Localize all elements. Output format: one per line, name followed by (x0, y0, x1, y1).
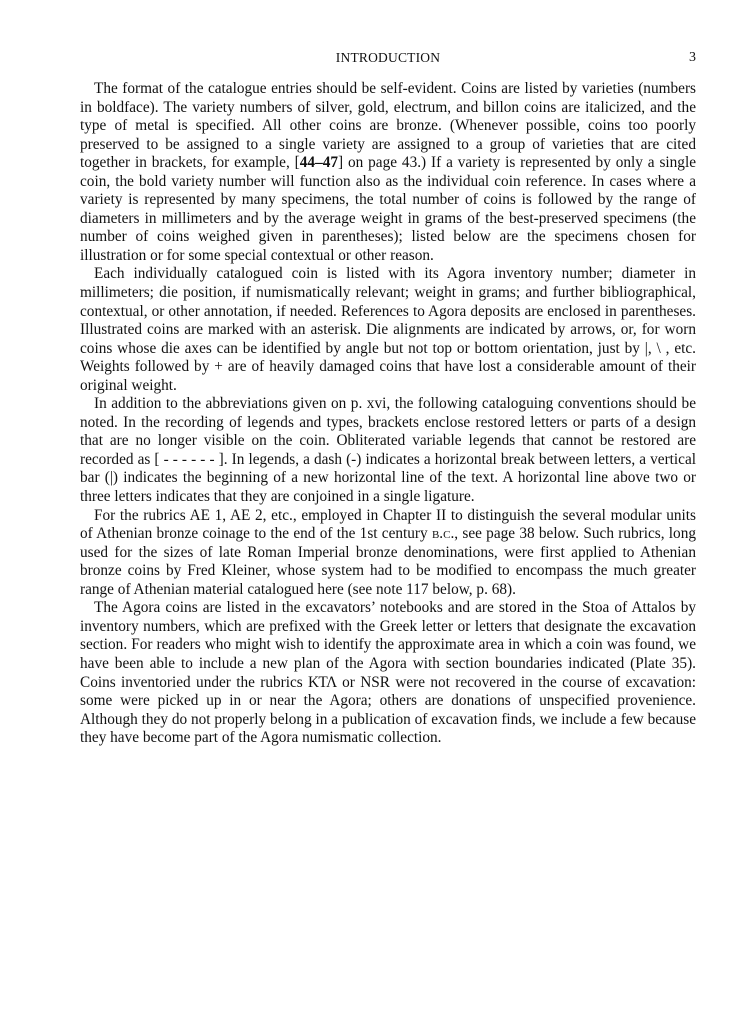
page-header-title: INTRODUCTION (335, 50, 441, 65)
paragraph-catalogued-coin: Each individually catalogued coin is listed with its Agora inventory number; diameter in millimeters; die position, if numismatically relevant; weight in grams; and further bibliographical, contextual, or other annotation, if needed. References to Agora deposits are enclosed in parentheses. Illustrated coins are marked with an asterisk. Die alignments are indicated by arrows, or, for worn coins whose die axes can be identified by angle but not top or bottom orientation, just by |, \ , etc. Weights followed by + are of heavily damaged coins that have lost a considerable amount of their original weight. (80, 265, 696, 394)
paragraph-conventions: In addition to the abbreviations given on p. xvi, the following cataloguing conventions should be noted. In the recording of legends and types, brackets enclose restored letters or parts of a design that are no longer visible on the coin. Obliterated variable legends that cannot be restored are recorded as [ - - - - - - ]. In legends, a dash (-) indicates a horizontal break between letters, a vertical bar (|) indicates the beginning of a new horizontal line of the text. A horizontal line above two or three letters indicates that they are conjoined in a single ligature. (80, 395, 696, 506)
running-head (80, 50, 696, 70)
paragraph-agora-inventory: The Agora coins are listed in the excavators’ notebooks and are stored in the Stoa of Attalos by inventory numbers, which are prefixed with the Greek letter or letters that designate the excavation section. For readers who might wish to identify the approximate area in which a coin was found, we have been able to include a new plan of the Agora with section boundaries indicated (Plate 35). Coins inventoried under the rubrics ΚΤΛ or NSR were not recovered in the course of excavation: some were picked up in or near the Agora; others are donations of unspecified provenience. Although they do not properly belong in a publication of excavation finds, we include a few because they have become part of the Agora numismatic collection. (80, 599, 696, 747)
small-caps-era: b.c. (431, 525, 455, 543)
paragraph-text: For the rubrics AE 1, AE 2, etc., employed in Chapter II to distinguish the several modular units of Athenian bronze coinage to the end of the 1st century (80, 506, 696, 543)
paragraph-text: The format of the catalogue entries should be self-evident. Coins are listed by varieties (numbers in boldface). The variety numbers of silver, gold, electrum, and billon coins are italicized, and the type of metal is specified. All other coins are bronze. (Whenever possible, coins too poorly preserved to be assigned to a single variety are assigned to a group of varieties that are cited together in brackets, for example, [ (80, 80, 696, 172)
paragraph-text: ] on page 43.) If a variety is represented by only a single coin, the bold variety number will function also as the individual coin reference. In cases where a variety is represented by many specimens, the total number of coins is followed by the range of diameters in millimeters and by the average weight in grams of the best-preserved specimens (the number of coins weighed given in parentheses); listed below are the specimens chosen for illustration or for some special contextual or other reason. (80, 154, 696, 264)
paragraph-catalogue-format (80, 80, 696, 265)
paragraph-rubrics (80, 507, 696, 600)
bold-variety-range: 44–47 (299, 154, 339, 172)
page-number: 3 (689, 50, 696, 65)
paragraph-text: , see page 38 below. Such rubrics, long used for the sizes of late Roman Imperial bronze denominations, were first applied to Athenian bronze coins by Fred Kleiner, whose system had to be modified to encompass the much greater range of Athenian material catalogued here (see note 117 below, p. 68). (80, 525, 697, 598)
body-text (80, 80, 696, 748)
